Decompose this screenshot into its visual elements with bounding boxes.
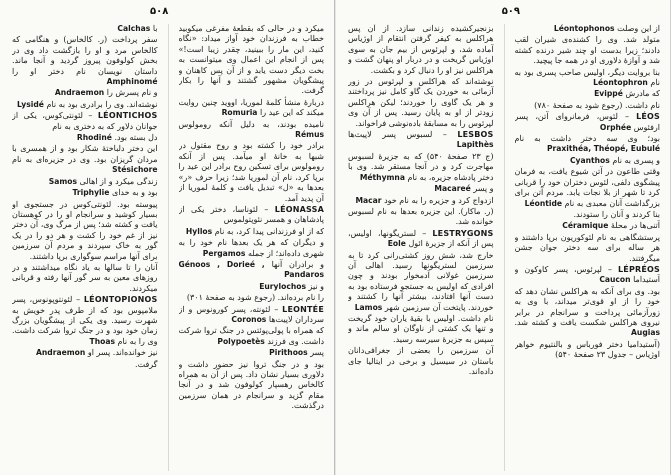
text-paragraph bbox=[179, 227, 325, 237]
entry-text: – لئونتوپونوس، پسر ملامپوس بود که از طرف پدر خویش به شهرت رسید. وی یکی از پیشگویان بزرگ زمان خود بود و در جنگ تروا شرکت داشت. وی را به نام bbox=[12, 295, 158, 346]
latin-name: Léontide bbox=[524, 198, 563, 208]
entry-text: – لئوس، فرمانروای آتن، پسر ارفئوس bbox=[514, 112, 660, 132]
entry-text: نوشته‌اند که هراکلس و لپرئوس در زور آزمائی به خوردن یک گاو کامل نیز پرداختند و هر یک گاوی را خوردند؛ لیکن هراکلس زودتر از او به پایان رسید. پس از آن وی لپرئوس را به مسابقهٔ باده‌نوشی فراخواند. bbox=[348, 77, 494, 128]
entry-text: را نام برده‌اند. (رجوع شود به صفحهٔ ۳۰۱) bbox=[186, 293, 324, 303]
entry-text: نامیده بودند، به دلیل آنکه رومولوس bbox=[178, 119, 324, 129]
text-paragraph bbox=[515, 210, 661, 220]
text-paragraph bbox=[179, 24, 325, 97]
latin-name: Rhodiné bbox=[76, 133, 112, 143]
latin-name: Macar bbox=[355, 195, 382, 205]
latin-name: Pirithoos bbox=[269, 348, 308, 358]
entry-text: وقتی طاعون در آتن شیوع یافت، به فرمان پیشگوی دلفی، لئوس دختران خود را قربانی کرد تا شهر از بلا نجات یابد. مردم آتن برای بزرگداشت آنان معبدی به نام bbox=[514, 167, 660, 208]
text-paragraph bbox=[348, 251, 494, 313]
entry-paragraph bbox=[515, 265, 661, 286]
entry-text: و پسر bbox=[473, 184, 494, 194]
entry-text: نام داشت. (رجوع شود به صفحهٔ ۷۸۰) bbox=[534, 100, 660, 110]
entry-text: از این وصلت bbox=[617, 24, 660, 33]
text-paragraph bbox=[348, 152, 494, 183]
entry-text: پیوسته بود. لئونتی‌کوس در جستجوی او بسیار کوشید و سرانجام او را در کوهستان یافت و کشته شد؛ پس از مرگ وی، آن دختر نیز از غم خود را کشت و هر دو را در یک گور به خاک سپردند و مردم آن سرزمین برای آنها مراسم سوگواری برپا داشتند. bbox=[12, 199, 158, 261]
latin-name: Macareé bbox=[434, 184, 471, 194]
latin-name: Caucon bbox=[599, 275, 631, 285]
entry-text: بنا بروایت دیگر، اولیس صاحب پسری بود به نام bbox=[514, 67, 660, 88]
latin-name: Calchas bbox=[117, 24, 151, 33]
entry-text: بزنجیرکشیده زندانی سازد. از آن پس هراکلس به کیفر گرفتن انتقام از اوژیاس آماده شد، و لپرئوس از بیم جان به سوی اوژیاس گریخت و در دربار او پنهان گشت و هراکلس نیز او را دنبال کرد و بکشت. bbox=[348, 24, 494, 75]
latin-name: Eole bbox=[387, 239, 406, 249]
text-paragraph bbox=[12, 360, 158, 370]
text-paragraph bbox=[348, 346, 494, 377]
latin-name: Génoos , Dorieé , Pandaros bbox=[178, 259, 324, 280]
entry-headword: LÉONTOPIONOS bbox=[83, 295, 158, 305]
entry-text: دربارهٔ منشأ کلمهٔ لموریا، اووید چنین روایت میکند که این عید را bbox=[178, 97, 324, 118]
entry-text: خارج شد، شش روز کشتی‌رانی کرد تا به سرزمین لستریگونها رسید. اهالی آن سرزمین غولانی آدمخوار بودند و چون افرادی که اولیس به جستجو فرستاده بود به دست آنها افتادند، بیشتر آنها را کشتند و خوردند. پایتخت آن سرزمین شهر bbox=[348, 250, 494, 312]
entry-text: با bbox=[152, 24, 158, 33]
entry-paragraph bbox=[12, 111, 158, 132]
latin-name: Amphinomé bbox=[106, 77, 158, 87]
text-paragraph bbox=[179, 293, 325, 303]
latin-name: Stésichore bbox=[112, 165, 158, 175]
text-paragraph bbox=[12, 188, 158, 198]
latin-name: Romuria bbox=[221, 108, 258, 118]
latin-name: Samos bbox=[48, 176, 77, 186]
entry-text: زندگی میکرد و از اهالی bbox=[79, 176, 158, 186]
entry-text: میکرد و در حالی که بقطعهٔ مفرغی میکوبید خطاب به فرزندان خود آواز میداد: «نگاه کنید، این مار را ببینید، چقدر زیبا است!» پس از انجام این اعمال وی میتوانست به بخت دیگر دست یابد و از آن پس کاهنان و پیشگویان مشهور گشتند و آنها را بکار گرفت. bbox=[178, 24, 324, 96]
latin-name: Augias bbox=[631, 328, 660, 338]
text-paragraph bbox=[515, 221, 661, 231]
latin-name: Lamos bbox=[354, 302, 383, 312]
latin-name: Léontophonos bbox=[553, 24, 615, 33]
entry-text: نوشته‌اند. وی را برادری بود به نام bbox=[46, 99, 158, 109]
entry-text: ازدواج کرد و جزیره را به نام خود bbox=[384, 195, 494, 205]
entry-text: – لئوناسا، دختر یکی از پادشاهان و همسر نئوپتولموس bbox=[178, 204, 324, 225]
text-paragraph bbox=[12, 88, 158, 98]
text-paragraph bbox=[348, 184, 494, 194]
text-paragraph bbox=[348, 207, 494, 228]
latin-name: Pergamos bbox=[202, 248, 246, 258]
text-column bbox=[179, 24, 325, 471]
entry-text: – لئونتی‌کوس، یکی از جوانان دلاور که به دختری به نام bbox=[12, 111, 158, 131]
entry-text: برادر خود را کشته بود و روح مقتول در شبها به خانهٔ او میآمد. پس از آنکه رومولوس برای تسکین روح برادر این عید را برپا کرد، نام آن لموریا شد؛ زیرا حرف «ر» بعدها به «ل» تبدیل یافت و کلمهٔ لموریا از آن پدید آمد. bbox=[178, 141, 324, 203]
entry-paragraph bbox=[348, 229, 494, 250]
latin-name: Evippé bbox=[594, 89, 623, 99]
page-left bbox=[0, 0, 335, 475]
text-paragraph bbox=[348, 196, 494, 206]
latin-name: Polypoetès bbox=[217, 336, 265, 346]
entry-text: – لئونته، پسر کورونوس و از سرداران لاپیت‌ها bbox=[178, 304, 324, 324]
entry-text: (آستیدامیا دختر فورباس و بالنتیوم خواهر اوژیاس – جدول ۲۳ صفحهٔ ۵۴۰) bbox=[514, 339, 660, 360]
entry-text: بنا کردند و آنان را ستودند. bbox=[573, 209, 660, 219]
entry-text: و نام پسرش را bbox=[106, 88, 158, 98]
text-paragraph bbox=[515, 68, 661, 89]
entry-headword: LESBOS bbox=[457, 130, 494, 140]
latin-name: Andraemon bbox=[36, 348, 86, 358]
text-paragraph bbox=[515, 35, 661, 66]
text-paragraph bbox=[515, 101, 661, 111]
entry-text: که همراه با پولی‌پوئتس در جنگ تروا شرکت داشت. وی فرزند bbox=[178, 326, 324, 346]
latin-name: Rémus bbox=[295, 130, 324, 140]
latin-name: Lapithès bbox=[456, 140, 494, 150]
column-divider bbox=[168, 24, 169, 471]
text-paragraph bbox=[179, 260, 325, 281]
latin-name: Cyanthos bbox=[569, 155, 610, 165]
entry-text: و دیگران که هر یک بعدها نام خود را به شهری داده‌اند؛ از جمله bbox=[178, 238, 324, 258]
entry-text: آتنی‌ها در محلهٔ bbox=[610, 221, 660, 231]
entry-headword: LEONTÉE bbox=[282, 304, 324, 314]
text-paragraph bbox=[179, 238, 325, 259]
latin-name: Céramique bbox=[562, 221, 609, 231]
text-paragraph bbox=[12, 348, 158, 358]
entry-text: بود. وی برای آنکه به هراکلس نشان دهد که خود را از او قوی‌تر میداند، با وی به زورآزمائی پرداخت و سرانجام در برابر نیروی هراکلس شکست یافت و کشته شد. bbox=[514, 286, 660, 327]
latin-name: Eurylochos bbox=[259, 281, 306, 291]
text-paragraph bbox=[179, 98, 325, 119]
entry-text: بود و در جنگ تروا نیز حضور داشت و دلاوری بسیار نشان داد. پس از آن به همراه کالخاس رهسپار کولوفون شد و در آنجا مقام گزید و سرانجام در همان سرزمین درگذشت. bbox=[178, 359, 324, 411]
entry-paragraph bbox=[348, 130, 494, 151]
entry-paragraph bbox=[179, 305, 325, 326]
entry-text: متولد شد. وی را کشنده‌ی شیران لقب دادند؛ زیرا بدست او چند شیر درنده کشته شد و آوازهٔ دلاوری او در همه جا پیچید. bbox=[514, 35, 660, 66]
entry-paragraph bbox=[12, 295, 158, 347]
entry-text: پسر bbox=[310, 348, 324, 358]
latin-name: Lysidé bbox=[16, 99, 44, 109]
text-paragraph bbox=[12, 100, 158, 110]
text-paragraph bbox=[12, 133, 158, 143]
entry-text: سفر پرداخت (ر. کالخاس) و هنگامی که کالخاس مرد و او را بازگشت داد وی در بخش کولوفون پیروز گردید و آنجا ماند. داستان نویسان نام دختر او را bbox=[12, 35, 158, 76]
entry-text: آن سرزمین را بعضی از جغرافی‌دانان باستان در سیسیل و برخی در ایتالیا جای داده‌اند. bbox=[348, 346, 494, 376]
entry-text: – لسبوس پسر لاپیث‌ها bbox=[348, 130, 458, 140]
text-paragraph bbox=[515, 167, 661, 209]
text-paragraph bbox=[348, 314, 494, 345]
text-paragraph bbox=[12, 263, 158, 294]
text-paragraph bbox=[179, 360, 325, 412]
entry-text: گرفت. bbox=[135, 359, 158, 369]
text-paragraph bbox=[179, 326, 325, 347]
text-paragraph bbox=[179, 348, 325, 358]
entry-headword: LESTRYGONS bbox=[432, 228, 494, 238]
page-number: ۵۰۹ bbox=[501, 6, 520, 17]
text-paragraph bbox=[12, 200, 158, 262]
text-paragraph bbox=[348, 24, 494, 76]
latin-name: Praxithéa, Théopé, Eubulé bbox=[546, 144, 660, 154]
entry-text: این دختر دلباختهٔ شکار بود و از همسری با مردان گریزان بود. وی در جزیره‌ای به نام bbox=[12, 144, 158, 164]
entry-paragraph bbox=[179, 205, 325, 226]
entry-text: بود؛ وی سه دختر داشت به نام bbox=[514, 134, 660, 144]
text-paragraph bbox=[179, 282, 325, 292]
page-right bbox=[335, 0, 670, 475]
entry-text: و برادران آنها bbox=[271, 259, 324, 269]
text-column bbox=[515, 24, 661, 471]
text-paragraph bbox=[515, 89, 661, 99]
entry-text: و پسری به نام bbox=[612, 155, 660, 165]
entry-text: – لپرئوس، پسر کاوکون و آستیداما bbox=[514, 264, 660, 285]
latin-name: Orphée bbox=[599, 122, 632, 132]
text-paragraph bbox=[515, 233, 661, 264]
text-paragraph bbox=[515, 156, 661, 166]
text-paragraph bbox=[515, 340, 661, 361]
entry-text: که از او فرزندانی پیدا کرد، به نام bbox=[214, 226, 324, 236]
entry-paragraph bbox=[515, 112, 661, 133]
text-paragraph bbox=[12, 35, 158, 87]
entry-headword: LÉPRÉOS bbox=[617, 264, 660, 274]
entry-text: نام داشت. اولیس با بقیهٔ یاران خود گریخت و تنها یک کشتی از ناوگان او سالم ماند و سپس به جزیرهٔ سیرسه رسید. bbox=[348, 313, 494, 344]
entry-headword: LÉONTICHOS bbox=[97, 111, 158, 121]
entry-text: (ج ۲۳ صفحهٔ ۵۴۰) که به جزیرهٔ لسبوس مهاجرت کرد و در آنجا مستقر شد. وی با دختر پادشاه جزیره، به نام bbox=[348, 151, 494, 182]
column-divider bbox=[504, 24, 505, 471]
latin-name: Coronos bbox=[231, 314, 267, 324]
entry-text: نیز خوانده‌اند. پسر او bbox=[87, 348, 158, 358]
entry-text: بود و به خدای bbox=[111, 188, 158, 198]
entry-text: پرستشگاهی به نام لئوکوریون برپا داشتند و هر ساله برای سه دختر جوان جشن میگرفتند. bbox=[514, 232, 660, 263]
text-paragraph bbox=[12, 144, 158, 175]
entry-headword: LÉONASSA bbox=[274, 204, 324, 214]
entry-headword: LÉOS bbox=[636, 112, 660, 122]
entry-text: که مادرش bbox=[625, 89, 660, 99]
latin-name: Thoas bbox=[89, 336, 115, 346]
latin-name: Andraemon bbox=[54, 88, 105, 98]
latin-name: Hyllos bbox=[185, 226, 213, 236]
latin-name: Méthymna bbox=[359, 172, 405, 182]
text-paragraph bbox=[515, 24, 661, 34]
text-paragraph bbox=[515, 287, 661, 339]
entry-text: و نیز bbox=[308, 281, 324, 291]
entry-text: آنان را تا سالها به یاد نگاه میداشتند و در روزهای معین به سر گور آنها رفته و قربانی میکردند. bbox=[12, 262, 158, 293]
text-column bbox=[348, 24, 494, 471]
text-paragraph bbox=[515, 134, 661, 155]
entry-text: دل بسته بود. bbox=[114, 133, 158, 143]
entry-text: – لستریگونها، اولیس، پس از آنکه از جزیرهٔ ائول bbox=[348, 228, 494, 249]
page-number: ۵۰۸ bbox=[150, 6, 169, 17]
text-column bbox=[12, 24, 158, 471]
text-paragraph bbox=[179, 120, 325, 141]
text-paragraph bbox=[179, 141, 325, 203]
text-paragraph bbox=[12, 177, 158, 187]
text-paragraph bbox=[12, 24, 158, 34]
entry-text: (ر. ماکار). این جزیره بعدها به نام لسبوس خوانده شد. bbox=[348, 206, 494, 227]
text-paragraph bbox=[348, 77, 494, 129]
latin-name: Léontophron bbox=[593, 78, 648, 88]
latin-name: Triphylie bbox=[72, 188, 110, 198]
